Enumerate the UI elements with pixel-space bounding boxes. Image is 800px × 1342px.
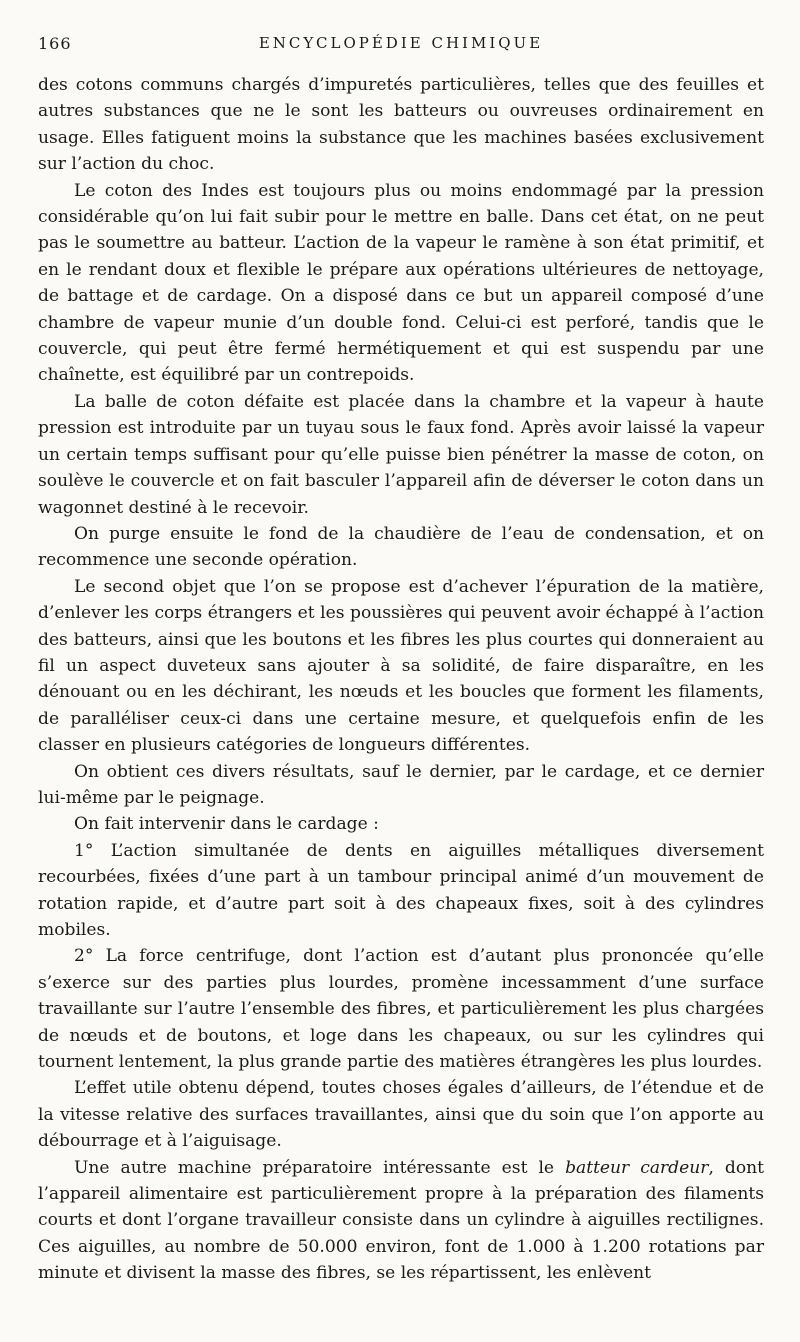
body-text — [38, 72, 764, 1287]
paragraph: Le second objet que l’on se propose est d’achever l’épuration de la matière, d’enlever les corps étrangers et les poussières qui peuvent avoir échappé à l’action des batteurs, ainsi que les boutons et les fibres les plus courtes qui donneraient au fil un aspect duveteux sans ajouter à sa solidité, de faire disparaître, en les dénouant ou en les déchirant, les nœuds et les boucles que forment les filaments, de paralléliser ceux-ci dans une certaine mesure, et quelquefois enfin de les classer en plusieurs catégories de longueurs différentes. — [38, 576, 764, 756]
page-header — [38, 30, 764, 60]
page-number: 166 — [38, 34, 72, 53]
paragraph-continued: des cotons communs chargés d’impuretés particulières, telles que des feuilles et autres substances que ne le sont les batteurs ou ouvreuses ordinairement en usage. Elles fatiguent moins la substance que les machines basées exclusivement sur l’action du choc. — [38, 75, 764, 175]
paragraph: On purge ensuite le fond de la chaudière de l’eau de condensation, et on recommence une seconde opération. — [38, 523, 764, 571]
paragraph: Le coton des Indes est toujours plus ou moins endommagé par la pression considérable qu’on lui fait subir pour le mettre en balle. Dans cet état, on ne peut pas le soumettre au batteur. L’action de la vapeur le ramène à son état primitif, et en le rendant doux et flexible le prépare aux opérations ultérieures de nettoyage, de battage et de cardage. On a disposé dans ce but un appareil composé d’une chambre de vapeur munie d’un double fond. Celui-ci est perforé, tandis que le couvercle, qui peut être fermé hermétiquement et qui est suspendu par une chaînette, est équilibré par un contrepoids. — [38, 180, 764, 386]
paragraph: On fait intervenir dans le cardage : — [74, 814, 379, 835]
paragraph: On obtient ces divers résultats, sauf le dernier, par le cardage, et ce dernier lui-même par le peignage. — [38, 761, 764, 808]
running-title: ENCYCLOPÉDIE CHIMIQUE — [258, 34, 544, 52]
paragraph-text: Une autre machine préparatoire intéressante est le — [74, 1157, 566, 1178]
paragraph: La balle de coton défaite est placée dans la chambre et la vapeur à haute pression est introduite par un tuyau sous le faux fond. Après avoir laissé la vapeur un certain temps suffisant pour qu’elle puisse bien pénétrer la masse de coton, on soulève le couvercle et on fait basculer l’appareil afin de déverser le coton dans un wagonnet destiné à le recevoir. — [38, 391, 764, 518]
paragraph-text: , dont l’appareil alimentaire est particulièrement propre à la préparation des filaments courts et dont l’organe travailleur consiste dans un cylindre à aiguilles rectilignes. Ces aiguilles, au nombre de 50.000 environ, font de 1.000 à 1.200 rotations par minute et divisent la masse des fibres, se les répartissent, les enlèvent — [38, 1157, 765, 1284]
paragraph-last — [38, 1155, 764, 1287]
paragraph: L’effet utile obtenu dépend, toutes choses égales d’ailleurs, de l’étendue et de la vitesse relative des surfaces travaillantes, ainsi que du soin que l’on apporte au débourrage et à l’aiguisage. — [38, 1078, 764, 1152]
paragraph-item-2: 2° La force centrifuge, dont l’action est d’autant plus prononcée qu’elle s’exerce sur des parties plus lourdes, promène incessamment d’une surface travaillante sur l’autre l’ensemble des fibres, et particulièrement les plus chargées de nœuds et de boutons, et loge dans les chapeaux, ou sur les cylindres qui tournent lentement, la plus grande partie des matières étrangères les plus lourdes. — [38, 946, 764, 1073]
paragraph-item-1: 1° L’action simultanée de dents en aiguilles métalliques diversement recourbées, fixées d’une part à un tambour principal animé d’un mouvement de rotation rapide, et d’autre part soit à des chapeaux fixes, soit à des cylindres mobiles. — [38, 840, 764, 940]
italic-term: batteur cardeur — [565, 1157, 709, 1178]
